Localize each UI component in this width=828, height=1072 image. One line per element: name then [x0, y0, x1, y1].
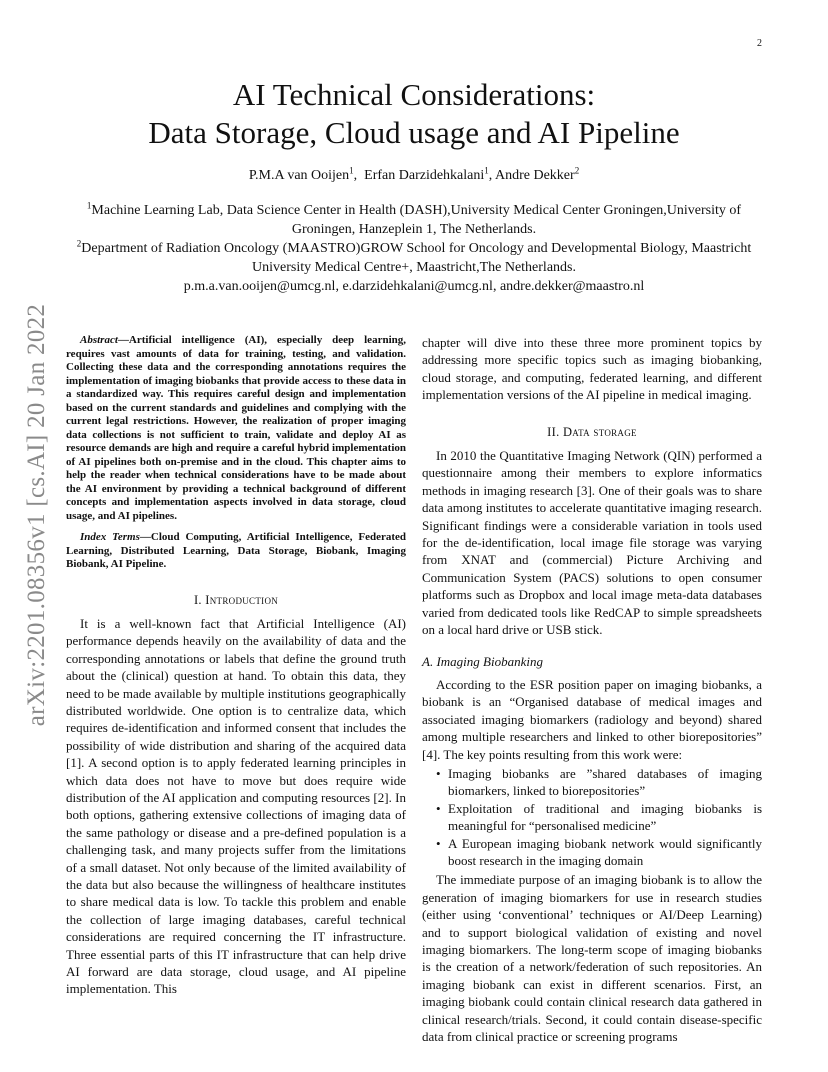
title-line-2: Data Storage, Cloud usage and AI Pipeline — [148, 115, 680, 150]
paper-title — [60, 76, 768, 152]
data-storage-paragraph: In 2010 the Quantitative Imaging Network (QIN) performed a questionnaire among their members to explore informatics methods in imaging research [3]. One of their goals was to share data among institutes to accelerate quantitative imaging research. Significant findings were a considerable variation in tools used for the de-identification, local image file storage was varying from XNAT and (commercial) Picture Archiving and Communication System (PACS) solutions to open consumer platforms such as Dropbox and local image meta-data databases varied from dedicated tools like RedCAP to simple spreadsheets on a local hard drive or USB stick. — [422, 448, 762, 638]
section-title: Introduction — [205, 592, 279, 607]
author-affiliation-mark: 2 — [574, 165, 580, 176]
section-numeral: II. — [547, 424, 560, 439]
imaging-biobank-purpose-paragraph: The immediate purpose of an imaging biobank is to allow the generation of imaging biomarkers for use in research studies (either using ‘conventional’ techniques or AI/Deep Learning) and to support biological validation of existing and novel imaging biomarkers. The long-term scope of imaging biobanks is the creation of a network/federation of such repositories. An imaging biobank can exist in different scenarios. First, an imaging biobank could contain clinical research data gathered in clinical research/trials. Second, it could contain disease-specific data from clinical practice or screening programs — [422, 872, 762, 1045]
arxiv-identifier: arXiv:2201.08356v1 [cs.AI] 20 Jan 2022 — [23, 303, 50, 727]
author-emails: p.m.a.van.ooijen@umcg.nl, e.darzidehkalani@umcg.nl, andre.dekker@maastro.nl — [183, 279, 645, 294]
section-heading-introduction — [66, 592, 406, 609]
title-line-1: AI Technical Considerations: — [232, 77, 596, 112]
author-list: P.M.A van Ooijen$^1$, Erfan Darzidehkalani$^1$, Andre Dekker$^2$ — [248, 165, 580, 183]
subsection-heading-imaging-biobanking — [422, 653, 762, 670]
imaging-biobanking-paragraph: According to the ESR position paper on imaging biobanks, a biobank is an “Organised database of medical images and associated imaging biomarkers (radiology and beyond) shared among multiple researchers and linked to other biorepositories” [4]. The key points resulting from this work were: — [422, 676, 762, 762]
affiliation-mark: 1 — [86, 200, 92, 211]
affiliation-text: Department of Radiation Oncology (MAASTRO)GROW School for Oncology and Developmental Biology, Maastricht University Medical Centre+, Maastricht,The Netherlands. — [81, 241, 752, 275]
list-item: • Imaging biobanks are ”shared databases of imaging biomarkers, linked to biorepositories” — [448, 765, 762, 800]
page-number: 2 — [757, 38, 762, 49]
right-column — [422, 334, 762, 1045]
key-points-list — [422, 765, 762, 869]
list-item: • Exploitation of traditional and imaging biobanks is meaningful for “personalised medicine” — [448, 800, 762, 835]
section-numeral: I. — [193, 592, 202, 607]
left-column — [66, 334, 406, 998]
affiliation-1 — [60, 201, 768, 239]
author-name: Erfan Darzidehkalani — [364, 168, 485, 183]
subsection-title: Imaging Biobanking — [436, 653, 543, 669]
affiliation-2 — [60, 239, 768, 277]
abstract — [66, 334, 406, 523]
list-item: • A European imaging biobank network would significantly boost research in the imaging domain — [448, 835, 762, 870]
affiliation-mark: 2 — [76, 238, 82, 249]
index-terms-label: Index Terms — [80, 531, 140, 543]
index-terms — [66, 531, 406, 572]
abstract-text: —Artificial intelligence (AI), especially deep learning, requires vast amounts of data for training, testing, and validation. Collecting these data and the corresponding annotations requires the implementation of imaging biobanks that provide access to these data in a standardized way. This requires careful design and implementation based on the current standards and guidelines and complying with the current legal restrictions. However, the realization of proper imaging data collections is not sufficient to train, validate and deploy AI as resource demands are high and require a careful hybrid implementation of AI pipelines both on-premise and in the cloud. This chapter aims to help the reader when technical considerations have to be made about the AI environment by providing a technical background of different concepts and implementation aspects involved in data storage, cloud usage, and AI pipelines. — [66, 334, 406, 522]
author-name: Andre Dekker — [495, 168, 575, 183]
index-terms-text: —Cloud Computing, Artificial Intelligence, Federated Learning, Distributed Learning, Data Storage, Biobank, Imaging Biobank, AI Pipeline. — [66, 531, 406, 570]
author-affiliation-mark: 1 — [484, 165, 489, 176]
subsection-label: A. — [422, 653, 434, 669]
affiliations — [60, 201, 768, 296]
abstract-label: Abstract — [80, 334, 118, 346]
introduction-continuation: chapter will dive into these three more prominent topics by addressing more specific topics such as imaging biobanking, cloud storage, and computing, federated learning, and different implementation versions of the AI pipeline in medical imaging. — [422, 335, 762, 403]
author-affiliation-mark: 1 — [349, 165, 354, 176]
section-title: Data storage — [562, 424, 637, 439]
section-heading-data-storage — [422, 424, 762, 441]
affiliation-text: Machine Learning Lab, Data Science Center in Health (DASH),University Medical Center Groningen,University of Groningen, Hanzeplein 1, The Netherlands. — [91, 203, 742, 237]
author-name: P.M.A van Ooijen — [248, 168, 350, 183]
arxiv-stamp — [20, 295, 54, 735]
introduction-paragraph: It is a well-known fact that Artificial Intelligence (AI) performance depends heavily on the availability of data and the corresponding annotations or labels that define the ground truth about the (clinical) question at hand. To obtain this data, they need to be made available by multiple institutions geographically distributed worldwide. One option is to centralize data, which requires de-identification and informed consent that includes the possibility of wide distribution and sharing of the acquired data [1]. A second option is to apply federated learning principles in which data does not have to move but does require wide distribution of the AI application and computing resources [2]. In both options, gathering extensive collections of imaging data of the same pathology or disease and a pre-defined population is a challenging task, and many projects suffer from the limitations of a small dataset. Not only because of the limited availability of the data but also because the willingness of healthcare institutes to share medical data is low. To tackle this problem and enable the collection of large imaging databases, careful technical considerations are required concerning the IT infrastructure. Three essential parts of this IT infrastructure that can help drive AI forward are data storage, cloud usage, and AI pipeline implementation. This — [66, 615, 406, 997]
